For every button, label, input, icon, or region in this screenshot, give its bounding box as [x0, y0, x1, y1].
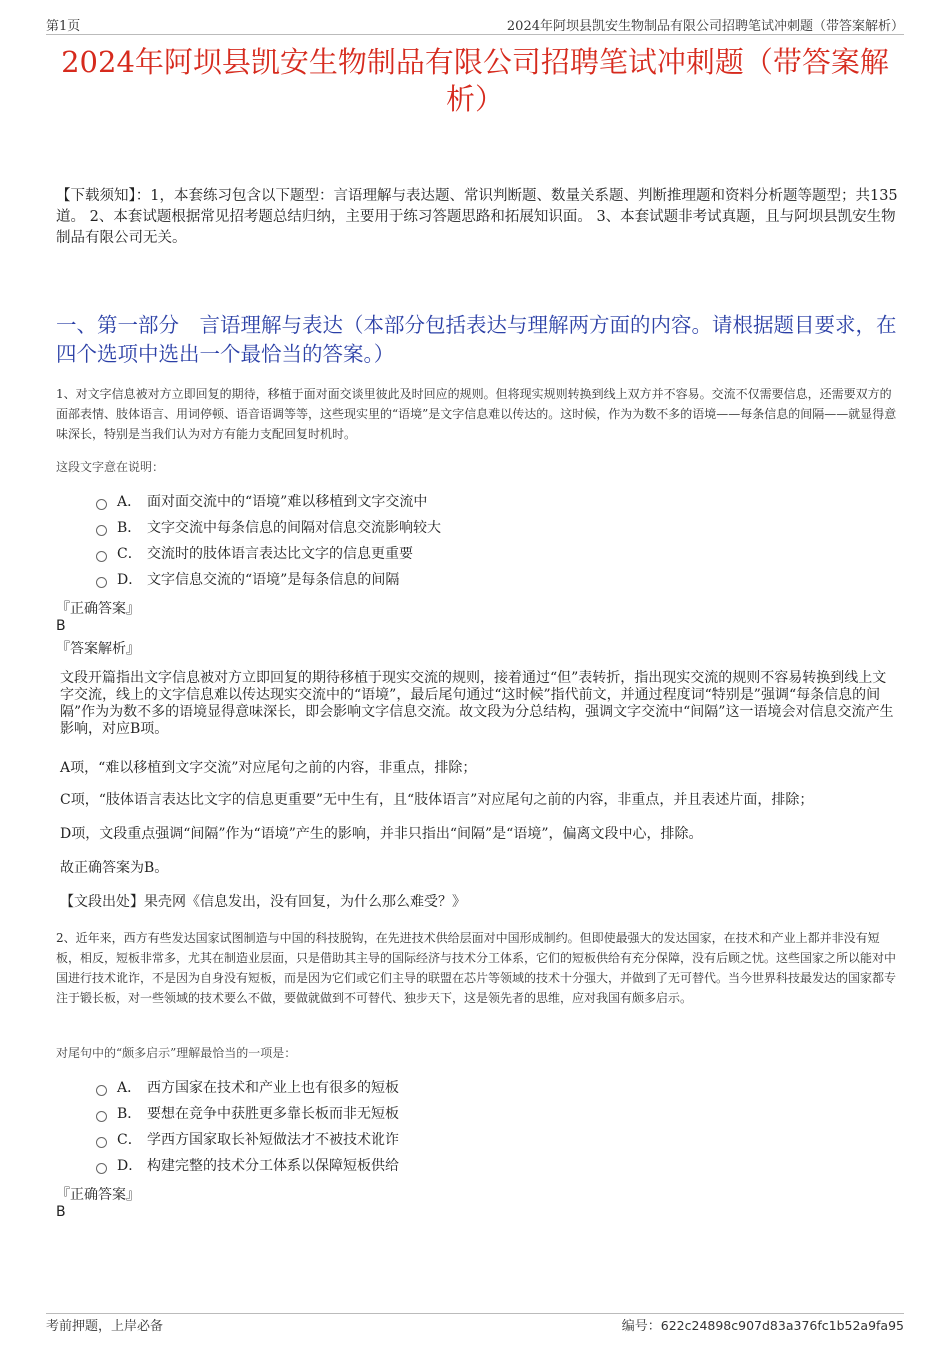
question-1 [56, 384, 898, 910]
question-1-option-d[interactable] [96, 566, 441, 592]
analysis-paragraph: 故正确答案为B。 [60, 860, 169, 876]
option-text: 要想在竞争中获胜更多靠长板而非无短板 [147, 1106, 399, 1122]
footer-slogan: 考前押题，上岸必备 [46, 1319, 164, 1334]
analysis-paragraph: C项，“肢体语言表达比文字的信息更重要”无中生有，且“肢体语言”对应尾句之前的内容，非重点，并且表述片面，排除； [60, 792, 814, 808]
question-2-prompt: 对尾句中的“颇多启示”理解最恰当的一项是： [56, 1046, 297, 1060]
option-letter: B． [117, 1106, 142, 1122]
question-2 [56, 928, 898, 1220]
option-letter: A． [117, 494, 142, 510]
option-letter: C． [117, 546, 142, 562]
option-letter: C． [117, 1132, 142, 1148]
radio-icon[interactable] [96, 1111, 107, 1122]
footer-code-label: 编号： [621, 1319, 661, 1334]
option-letter: B． [117, 520, 142, 536]
question-2-option-a[interactable] [96, 1074, 399, 1100]
question-1-option-b[interactable] [96, 514, 441, 540]
question-2-text: 2、近年来，西方有些发达国家试图制造与中国的科技脱钩，在先进技术供给层面对中国形成制约。但即使最强大的发达国家，在技术和产业上都并非没有短板，相反，短板非常多，尤其在制造业层面，只是借助其主导的国际经济与技术分工体系，它们的短板供给有充分保障，没有后顾之忧。这些国家之所以能对中国进行技术讹诈，不是因为自身没有短板，而是因为它们或它们主导的联盟在芯片等领域的技术十分强大，并做到了无可替代。当今世界科技最发达的国家都专注于锻长板，对一些领域的技术要么不做，要做就做到不可替代、独步天下，这是领先者的思维，应对我国有颇多启示。 [56, 931, 897, 1005]
radio-icon[interactable] [96, 1085, 107, 1096]
question-1-answer-label: 『正确答案』 [56, 601, 140, 617]
radio-icon[interactable] [96, 551, 107, 562]
option-text: 文字交流中每条信息的间隔对信息交流影响较大 [147, 520, 441, 536]
option-letter: D． [117, 1158, 143, 1174]
download-notice: 【下载须知】：1，本套练习包含以下题型：言语理解与表达题、常识判断题、数量关系题、判断推理题和资料分析题等题型；共135道。 2、本套试题根据常见招考题总结归纳，主要用于练习答题思路和拓展知识面。 3、本套试题非考试真题，且与阿坝县凯安生物制品有限公司无关。 [56, 188, 898, 246]
option-letter: A． [117, 1080, 142, 1096]
option-text: 西方国家在技术和产业上也有很多的短板 [147, 1080, 399, 1096]
section-heading: 一、第一部分 言语理解与表达（本部分包括表达与理解两方面的内容。请根据题目要求，在四个选项中选出一个最恰当的答案。） [56, 313, 897, 366]
question-1-prompt: 这段文字意在说明： [56, 460, 165, 474]
question-2-options [96, 1074, 399, 1178]
option-text: 面对面交流中的“语境”难以移植到文字交流中 [147, 494, 428, 510]
question-1-analysis-label: 『答案解析』 [56, 641, 140, 657]
page-footer [46, 1313, 904, 1334]
page-header [46, 14, 904, 35]
question-2-option-c[interactable] [96, 1126, 399, 1152]
option-letter: D． [117, 572, 143, 588]
question-2-answer-label: 『正确答案』 [56, 1187, 140, 1203]
footer-code [622, 1315, 904, 1334]
question-1-option-c[interactable] [96, 540, 441, 566]
question-2-answer: B [56, 1204, 66, 1220]
page-number: 第1页 [46, 19, 81, 34]
question-2-option-b[interactable] [96, 1100, 399, 1126]
option-text: 学西方国家取长补短做法才不被技术讹诈 [147, 1132, 399, 1148]
analysis-paragraph: D项，文段重点强调“间隔”作为“语境”产生的影响，并非只指出“间隔”是“语境”，偏离文段中心，排除。 [60, 826, 703, 842]
option-text: 交流时的肢体语言表达比文字的信息更重要 [147, 546, 413, 562]
option-text: 构建完整的技术分工体系以保障短板供给 [147, 1158, 399, 1174]
analysis-source: 【文段出处】果壳网《信息发出，没有回复，为什么那么难受？》 [60, 894, 466, 910]
question-1-text: 1、对文字信息被对方立即回复的期待，移植于面对面交谈里彼此及时回应的规则。但将现实规则转换到线上双方并不容易。交流不仅需要信息，还需要双方的面部表情、肢体语言、用词停顿、语音语调等等，这些现实里的“语境”是文字信息难以传达的。这时候，作为为数不多的语境——每条信息的间隔——就显得意味深长，特别是当我们认为对方有能力支配回复时机时。 [56, 387, 897, 441]
radio-icon[interactable] [96, 525, 107, 536]
question-1-options [96, 488, 441, 592]
analysis-paragraph: A项，“难以移植到文字交流”对应尾句之前的内容，非重点，排除； [60, 760, 477, 776]
question-2-option-d[interactable] [96, 1152, 399, 1178]
radio-icon[interactable] [96, 1137, 107, 1148]
footer-code-value: 622c24898c907d83a376fc1b52a9fa95 [660, 1318, 904, 1333]
analysis-paragraph: 文段开篇指出文字信息被对方立即回复的期待移植于现实交流的规则，接着通过“但”表转折，指出现实交流的规则不容易转换到线上文字交流，线上的文字信息难以传达现实交流中的“语境”，最后尾句通过“这时候”指代前文，并通过程度词“特别是”强调“每条信息的间隔”作为为数不多的语境显得意味深长，即会影响文字信息交流。故文段为分总结构，强调文字交流中“间隔”这一语境会对信息交流产生影响，对应B项。 [60, 670, 894, 737]
option-text: 文字信息交流的“语境”是每条信息的间隔 [147, 572, 400, 588]
document-title: 2024年阿坝县凯安生物制品有限公司招聘笔试冲刺题（带答案解析） [61, 45, 889, 116]
radio-icon[interactable] [96, 499, 107, 510]
header-doc-name: 2024年阿坝县凯安生物制品有限公司招聘笔试冲刺题（带答案解析） [506, 19, 904, 34]
question-1-option-a[interactable] [96, 488, 441, 514]
question-1-answer: B [56, 618, 66, 634]
radio-icon[interactable] [96, 1163, 107, 1174]
radio-icon[interactable] [96, 577, 107, 588]
